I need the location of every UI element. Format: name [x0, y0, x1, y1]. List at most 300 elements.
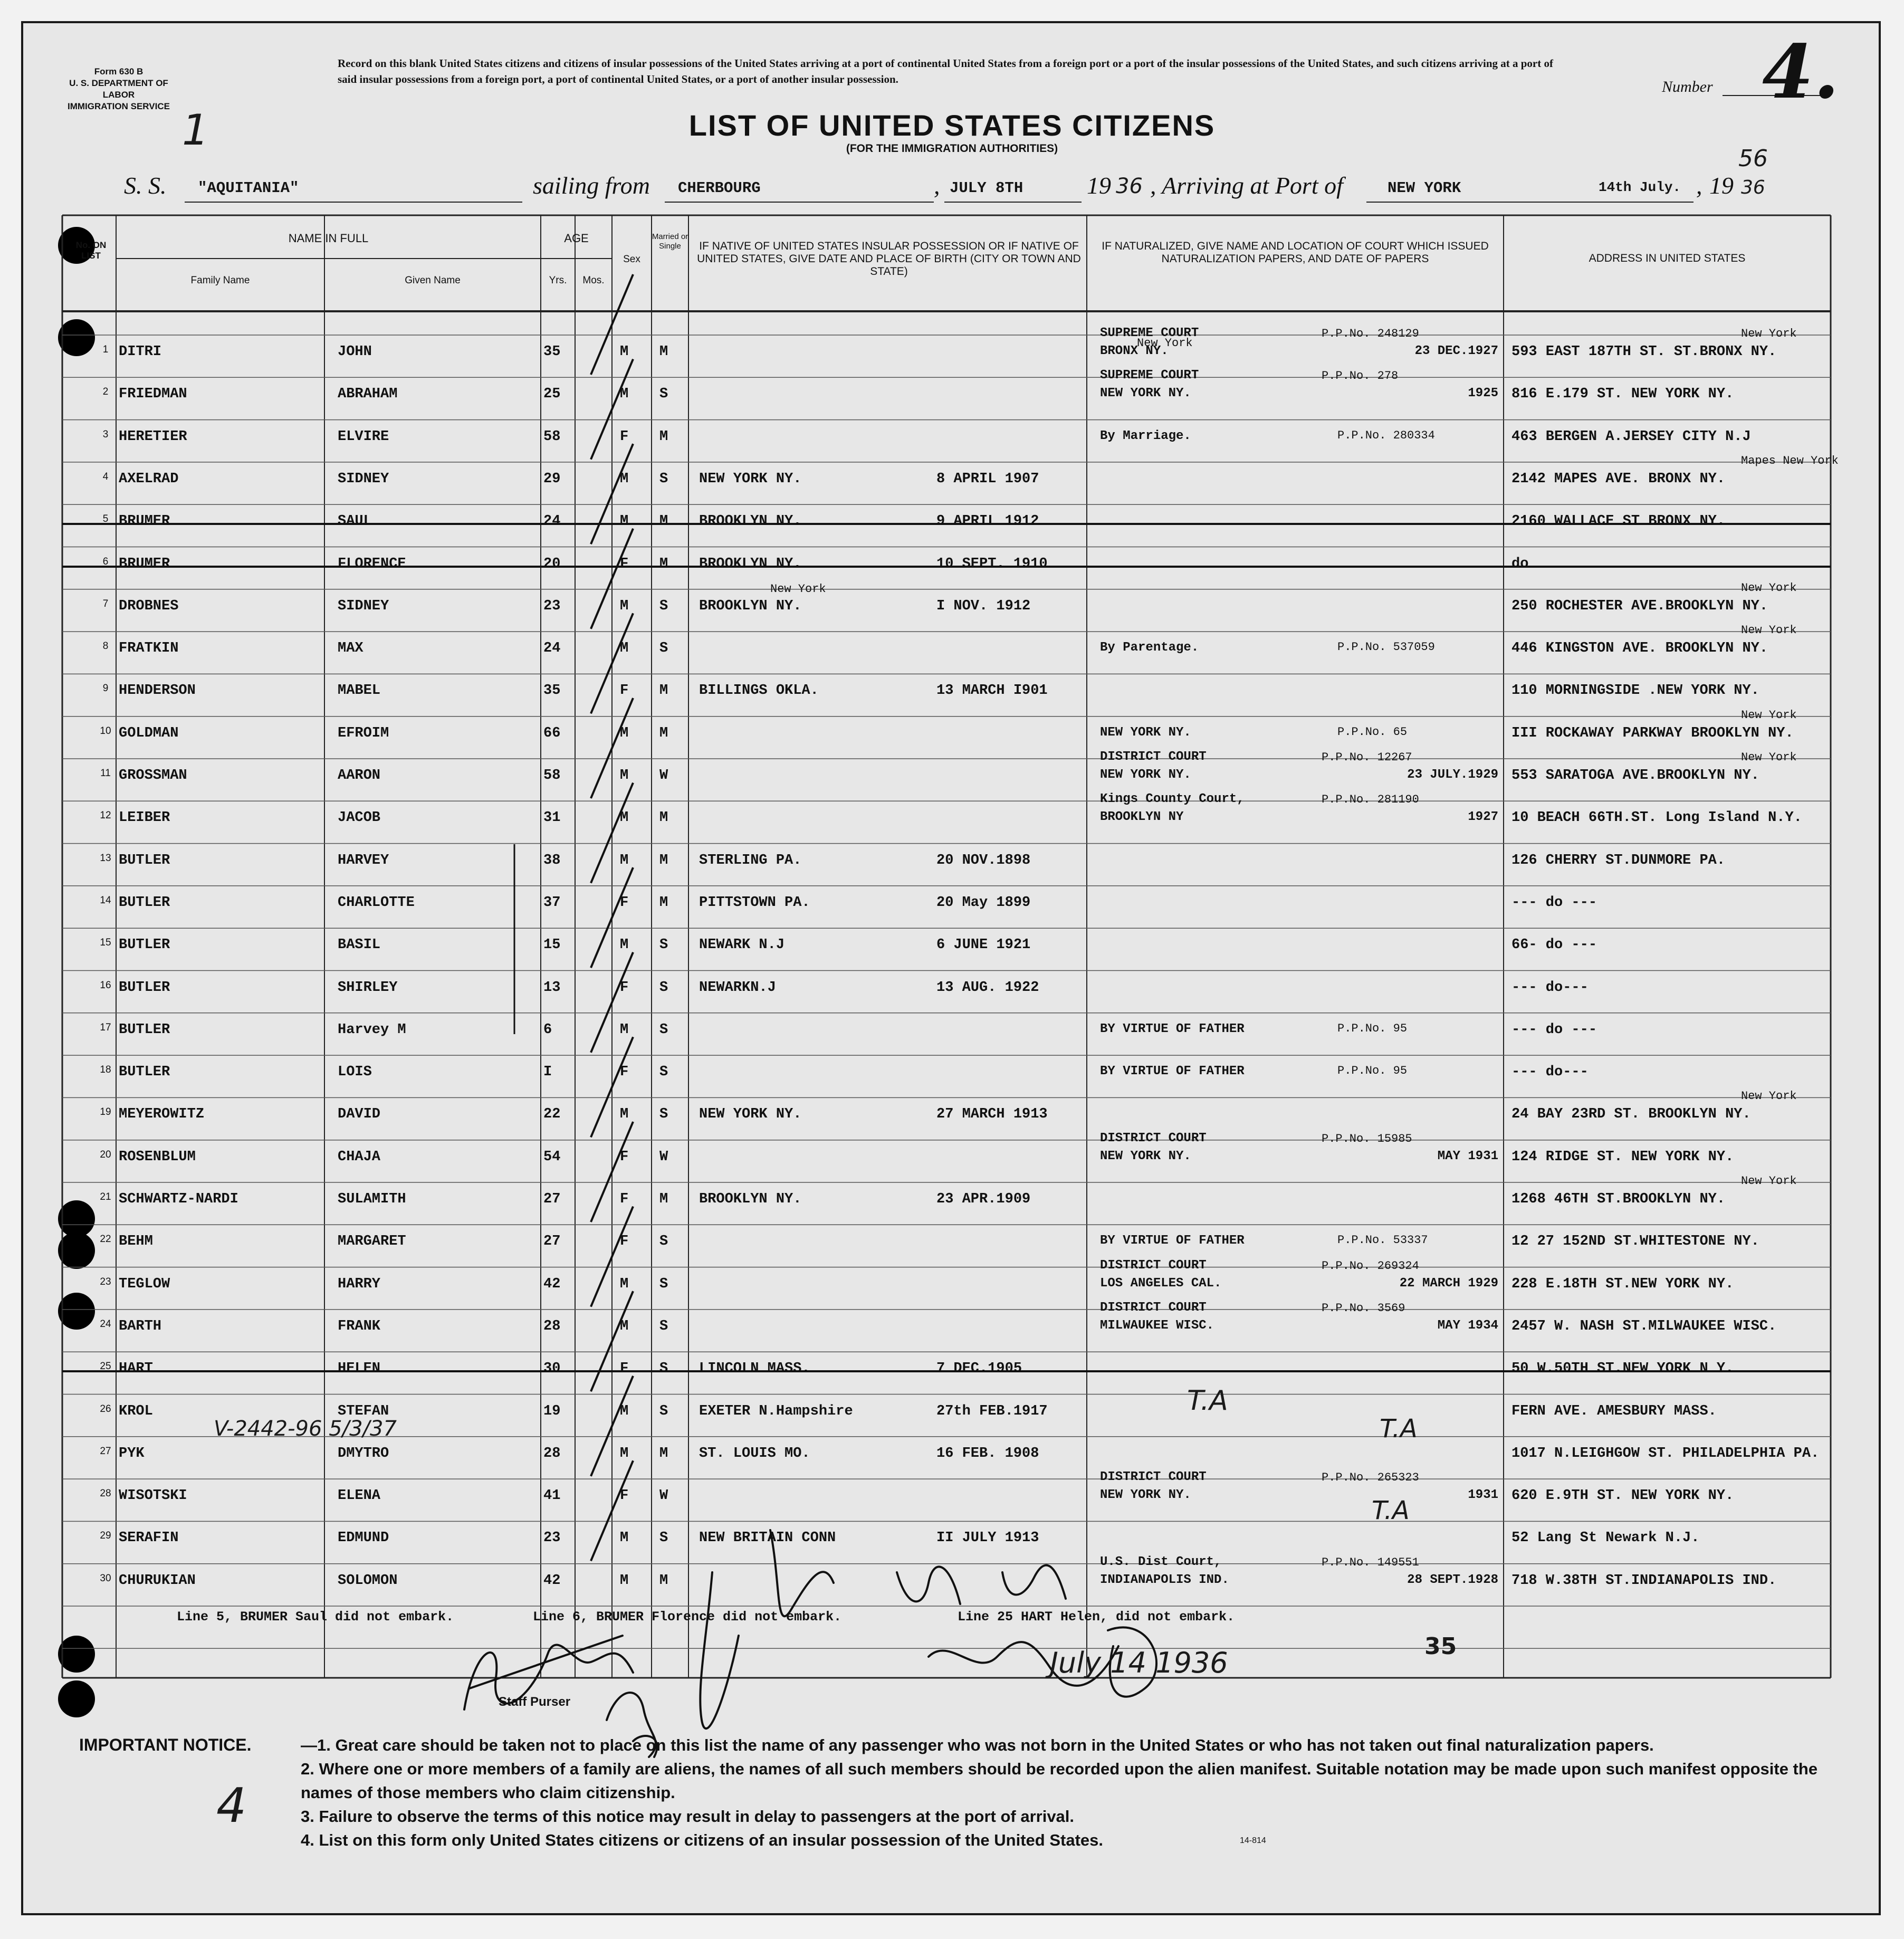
marital-status: S: [659, 1021, 668, 1038]
address-note: New York: [1741, 1174, 1797, 1188]
age-years: 58: [543, 768, 561, 784]
sex: M: [620, 1530, 629, 1546]
sex: F: [620, 428, 629, 445]
pp-number: P.P.No. 95: [1337, 1064, 1408, 1078]
birth-date: 23 APR.1909: [936, 1191, 1031, 1207]
family-name: BUTLER: [119, 894, 170, 911]
given-name: SOLOMON: [338, 1572, 398, 1589]
court-location: MILWAUKEE WISC.: [1100, 1318, 1214, 1333]
sex: M: [620, 344, 629, 360]
given-name: DMYTRO: [338, 1445, 389, 1462]
pp-number: P.P.No. 95: [1337, 1021, 1408, 1035]
row-number: 18: [100, 1064, 111, 1076]
sex: F: [620, 1064, 629, 1081]
notice-item-3: 3. Failure to observe the terms of this notice may result in delay to passengers at the port of arrival.: [301, 1807, 1075, 1826]
address: 12 27 152ND ST.WHITESTONE NY.: [1511, 1234, 1759, 1250]
marital-status: S: [659, 1318, 668, 1334]
marital-status: M: [659, 894, 668, 911]
naturalization-date: 22 MARCH 1929: [1399, 1276, 1498, 1291]
marital-status: M: [659, 725, 668, 741]
address: 66- do ---: [1511, 937, 1597, 953]
sex: M: [620, 768, 629, 784]
service: IMMIGRATION SERVICE: [68, 101, 170, 111]
year-prefix-to: 19: [1709, 172, 1734, 199]
row-number: 10: [100, 725, 111, 737]
marital-status: M: [659, 1572, 668, 1589]
birth-place: BROOKLYN NY.: [699, 598, 802, 614]
birth-date: 27th FEB.1917: [936, 1403, 1048, 1419]
form-number: Form 630 B: [94, 66, 143, 77]
birth-date: 16 FEB. 1908: [936, 1445, 1039, 1462]
marital-status: M: [659, 852, 668, 868]
year-prefix-from: 19: [1087, 172, 1111, 199]
given-name: HARRY: [338, 1276, 381, 1292]
header-family-name: Family Name: [190, 275, 250, 286]
header-mos: Mos.: [582, 275, 605, 286]
row-number: 1: [102, 344, 109, 355]
naturalization-date: MAY 1931: [1437, 1149, 1498, 1163]
address: --- do---: [1511, 979, 1589, 996]
age-years: 37: [543, 894, 561, 911]
given-name: CHAJA: [338, 1149, 381, 1165]
birth-date: II JULY 1913: [936, 1530, 1039, 1546]
birth-place: EXETER N.Hampshire: [699, 1403, 853, 1419]
sex: M: [620, 598, 629, 614]
department: U. S. DEPARTMENT OF LABOR: [69, 78, 168, 100]
given-name: SAUL: [338, 513, 372, 530]
ship-name: "AQUITANIA": [198, 179, 299, 197]
header-yrs: Yrs.: [549, 275, 567, 286]
family-name: BUTLER: [119, 852, 170, 868]
marital-status: S: [659, 979, 668, 996]
sex: F: [620, 1149, 629, 1165]
age-years: 42: [543, 1276, 561, 1292]
marital-status: M: [659, 1191, 668, 1207]
address: 250 ROCHESTER AVE.BROOKLYN NY.: [1511, 598, 1768, 614]
court-location: LOS ANGELES CAL.: [1100, 1276, 1222, 1291]
header-birth: IF NATIVE OF UNITED STATES INSULAR POSSESSION OR IF NATIVE OF UNITED STATES, GIVE DATE AND PLACE OF BIRTH (CITY OR TOWN AND STATE): [697, 240, 1081, 278]
sex: F: [620, 556, 629, 572]
age-years: 27: [543, 1191, 561, 1207]
arriving-label: , Arriving at Port of: [1150, 172, 1343, 199]
age-years: 58: [543, 428, 561, 445]
sex: F: [620, 1488, 629, 1504]
family-name: BUTLER: [119, 1021, 170, 1038]
age-years: 25: [543, 386, 561, 403]
family-name: DROBNES: [119, 598, 179, 614]
marital-status: S: [659, 1106, 668, 1123]
age-years: 29: [543, 471, 561, 487]
address: 124 RIDGE ST. NEW YORK NY.: [1511, 1149, 1734, 1165]
row-number: 13: [100, 852, 111, 864]
address: 50 W.50TH ST.NEW YORK N Y.: [1511, 1361, 1734, 1377]
address: --- do ---: [1511, 1021, 1597, 1038]
sex: M: [620, 1276, 629, 1292]
row-number: 23: [100, 1276, 111, 1287]
given-name: JACOB: [338, 810, 381, 826]
given-name: HARVEY: [338, 852, 389, 868]
given-name: FRANK: [338, 1318, 381, 1334]
address-note: New York: [1741, 751, 1797, 764]
sex: M: [620, 1106, 629, 1123]
sex: M: [620, 641, 629, 657]
number-label: Number: [1662, 78, 1713, 95]
marital-status: S: [659, 1276, 668, 1292]
given-name: AARON: [338, 768, 381, 784]
row-number: 14: [100, 894, 111, 906]
birth-date: 27 MARCH 1913: [936, 1106, 1048, 1123]
marital-status: S: [659, 1234, 668, 1250]
age-years: 13: [543, 979, 561, 996]
marital-status: M: [659, 810, 668, 826]
row-number: 2: [102, 386, 109, 398]
row-number: 4: [102, 471, 109, 482]
pp-number: P.P.No. 15985: [1322, 1132, 1412, 1145]
pp-number: P.P.No. 149551: [1322, 1555, 1419, 1569]
family-name: BARTH: [119, 1318, 162, 1334]
marital-status: W: [659, 1488, 668, 1504]
row-number: 3: [102, 428, 109, 440]
given-name: SHIRLEY: [338, 979, 398, 996]
sex: F: [620, 894, 629, 911]
address: --- do ---: [1511, 894, 1597, 911]
row-number: 5: [102, 513, 109, 525]
given-name: SULAMITH: [338, 1191, 406, 1207]
court-name: U.S. Dist Court,: [1100, 1554, 1222, 1569]
row-number: 9: [102, 683, 109, 694]
birth-place: STERLING PA.: [699, 852, 802, 868]
family-name: TEGLOW: [119, 1276, 170, 1292]
family-name: FRATKIN: [119, 641, 179, 657]
port-from: CHERBOURG: [678, 179, 761, 197]
birth-date: 13 MARCH I901: [936, 683, 1048, 699]
port-to: NEW YORK: [1388, 179, 1461, 197]
address: do: [1511, 556, 1529, 572]
row-number: 16: [100, 979, 111, 991]
family-name: HERETIER: [119, 428, 187, 445]
notice-item-2: 2. Where one or more members of a family are aliens, the names of all such members should be recorded upon the alien manifest. Suitable notation may be made upon such manifest opposite the names of those members who claim citizenship.: [301, 1760, 1818, 1802]
marital-status: S: [659, 471, 668, 487]
row-number: 17: [100, 1021, 111, 1033]
notice-item-4: 4. List on this form only United States citizens or citizens of an insular possession of the United States.: [301, 1831, 1103, 1849]
row-number: 7: [102, 598, 109, 609]
family-name: SERAFIN: [119, 1530, 179, 1546]
marital-status: S: [659, 598, 668, 614]
header-married-single: Married or Single: [652, 232, 688, 251]
given-name: FLORENCE: [338, 556, 406, 572]
family-name: AXELRAD: [119, 471, 179, 487]
age-years: 30: [543, 1361, 561, 1377]
court-name: DISTRICT COURT: [1100, 1300, 1207, 1315]
annotation-ta-row26: T.A: [1187, 1385, 1228, 1417]
court-note: New York: [1137, 337, 1193, 350]
age-years: 66: [543, 725, 561, 741]
naturalization-date: 23 JULY.1929: [1407, 768, 1498, 782]
age-years: 42: [543, 1572, 561, 1589]
pp-number: P.P.No. 280334: [1337, 428, 1435, 442]
address: 718 W.38TH ST.INDIANAPOLIS IND.: [1511, 1572, 1777, 1589]
court-name: SUPREME COURT: [1100, 326, 1199, 340]
age-years: 28: [543, 1318, 561, 1334]
row-number: 29: [100, 1530, 111, 1542]
header-sex: Sex: [623, 254, 640, 265]
family-name: BRUMER: [119, 513, 170, 530]
birth-place: PITTSTOWN PA.: [699, 894, 810, 911]
row-number: 24: [100, 1318, 111, 1330]
birth-date: 6 JUNE 1921: [936, 937, 1031, 953]
court-location: NEW YORK NY.: [1100, 1149, 1191, 1163]
family-name: BUTLER: [119, 979, 170, 996]
row-number: 21: [100, 1191, 111, 1202]
birth-date: 20 NOV.1898: [936, 852, 1031, 868]
court-location: By Marriage.: [1100, 428, 1191, 443]
pp-number: P.P.No. 278: [1322, 369, 1399, 383]
given-name: MAX: [338, 641, 363, 657]
naturalization-date: 1931: [1468, 1488, 1498, 1503]
sex: M: [620, 810, 629, 826]
pp-number: P.P.No. 3569: [1322, 1301, 1405, 1315]
given-name: EFROIM: [338, 725, 389, 741]
age-years: 24: [543, 641, 561, 657]
row-number: 28: [100, 1488, 111, 1499]
marital-status: M: [659, 513, 668, 530]
date-to: 14th July.: [1599, 179, 1681, 195]
given-name: LOIS: [338, 1064, 372, 1081]
court-location: BROOKLYN NY: [1100, 810, 1184, 825]
birth-date: 13 AUG. 1922: [936, 979, 1039, 996]
birth-place: BROOKLYN NY.: [699, 1191, 802, 1207]
marital-status: W: [659, 768, 668, 784]
birth-place: BILLINGS OKLA.: [699, 683, 819, 699]
given-name: EDMUND: [338, 1530, 389, 1546]
address-note: Mapes New York: [1741, 454, 1839, 467]
address: 2142 MAPES AVE. BRONX NY.: [1511, 471, 1726, 487]
page-mark: 56: [1738, 145, 1768, 172]
age-years: 28: [543, 1445, 561, 1462]
address: III ROCKAWAY PARKWAY BROOKLYN NY.: [1511, 725, 1794, 741]
birth-date: 9 APRIL 1912: [936, 513, 1039, 530]
row-number: 11: [100, 768, 111, 779]
address-note: New York: [1741, 327, 1797, 340]
marital-status: M: [659, 1445, 668, 1462]
given-name: ABRAHAM: [338, 386, 398, 403]
age-years: 20: [543, 556, 561, 572]
birth-place: NEWARK N.J: [699, 937, 785, 953]
staff-purser-label: Staff Purser: [499, 1695, 571, 1709]
page-subtitle: (FOR THE IMMIGRATION AUTHORITIES): [846, 142, 1058, 155]
age-years: 41: [543, 1488, 561, 1504]
pp-number: P.P.No. 53337: [1337, 1234, 1428, 1247]
court-location: By Parentage.: [1100, 641, 1199, 655]
header-age: AGE: [564, 232, 589, 245]
row-number: 15: [100, 937, 111, 949]
corner-mark: 1: [182, 106, 209, 155]
row-number: 22: [100, 1234, 111, 1245]
row-number: 30: [100, 1572, 111, 1584]
header-name-in-full: NAME IN FULL: [288, 232, 369, 245]
age-years: 35: [543, 683, 561, 699]
given-name: STEFAN: [338, 1403, 389, 1419]
marital-status: S: [659, 641, 668, 657]
court-name: SUPREME COURT: [1100, 368, 1199, 383]
pp-number: P.P.No. 281190: [1322, 793, 1419, 807]
birth-place: BROOKLYN NY.: [699, 556, 802, 572]
address: 110 MORNINGSIDE .NEW YORK NY.: [1511, 683, 1759, 699]
given-name: DAVID: [338, 1106, 381, 1123]
birth-place: BROOKLYN NY.: [699, 513, 802, 530]
marital-status: S: [659, 1530, 668, 1546]
address: FERN AVE. AMESBURY MASS.: [1511, 1403, 1717, 1419]
row-number: 19: [100, 1106, 111, 1118]
ss-label: S. S.: [124, 172, 167, 199]
address: 463 BERGEN A.JERSEY CITY N.J: [1511, 428, 1751, 445]
row-number: 26: [100, 1403, 111, 1415]
family-name: CHURUKIAN: [119, 1572, 196, 1589]
marital-status: M: [659, 344, 668, 360]
address: 816 E.179 ST. NEW YORK NY.: [1511, 386, 1734, 403]
year-to: 36: [1741, 177, 1765, 198]
given-name: HELEN: [338, 1361, 381, 1377]
family-name: SCHWARTZ-NARDI: [119, 1191, 238, 1207]
naturalization-date: 23 DEC.1927: [1414, 344, 1498, 358]
given-name: BASIL: [338, 937, 381, 953]
row-number: 27: [100, 1445, 111, 1457]
list-number: 4.: [1762, 29, 1840, 116]
age-years: 22: [543, 1106, 561, 1123]
family-name: BRUMER: [119, 556, 170, 572]
sex: F: [620, 1234, 629, 1250]
sex: F: [620, 979, 629, 996]
court-location: BY VIRTUE OF FATHER: [1100, 1064, 1245, 1079]
court-name: DISTRICT COURT: [1100, 1470, 1207, 1485]
sex: F: [620, 1191, 629, 1207]
age-years: 31: [543, 810, 561, 826]
year-from: 36: [1116, 174, 1143, 198]
address: --- do---: [1511, 1064, 1589, 1081]
court-location: NEW YORK NY.: [1100, 386, 1191, 401]
row-number: 12: [100, 810, 111, 822]
sex: M: [620, 471, 629, 487]
address-note: New York: [1741, 624, 1797, 637]
court-location: NEW YORK NY.: [1100, 725, 1191, 740]
family-name: PYK: [119, 1445, 145, 1462]
birth-date: I NOV. 1912: [936, 598, 1031, 614]
birth-note: New York: [770, 582, 826, 596]
family-name: FRIEDMAN: [119, 386, 187, 403]
pp-number: P.P.No. 537059: [1337, 641, 1435, 654]
age-years: 23: [543, 1530, 561, 1546]
address: 620 E.9TH ST. NEW YORK NY.: [1511, 1488, 1734, 1504]
age-years: 15: [543, 937, 561, 953]
row-number: 25: [100, 1361, 111, 1372]
family-name: MEYEROWITZ: [119, 1106, 205, 1123]
given-name: SIDNEY: [338, 471, 389, 487]
header-given-name: Given Name: [405, 275, 461, 286]
footer-note-line25: Line 25 HART Helen, did not embark.: [958, 1609, 1235, 1625]
address: 126 CHERRY ST.DUNMORE PA.: [1511, 852, 1726, 868]
sex: M: [620, 725, 629, 741]
sex: F: [620, 683, 629, 699]
pp-number: P.P.No. 248129: [1322, 327, 1419, 340]
age-years: 24: [543, 513, 561, 530]
address: 1268 46TH ST.BROOKLYN NY.: [1511, 1191, 1726, 1207]
family-name: BUTLER: [119, 1064, 170, 1081]
row-number: 8: [102, 641, 109, 652]
age-years: I: [543, 1064, 552, 1081]
family-name: WISOTSKI: [119, 1488, 187, 1504]
given-name: MARGARET: [338, 1234, 406, 1250]
marital-status: S: [659, 386, 668, 403]
court-location: INDIANAPOLIS IND.: [1100, 1572, 1229, 1587]
birth-date: 8 APRIL 1907: [936, 471, 1039, 487]
page-title: LIST OF UNITED STATES CITIZENS: [688, 109, 1216, 142]
print-code: 14-814: [1240, 1836, 1266, 1845]
notice-lead: IMPORTANT NOTICE.: [79, 1735, 252, 1754]
marital-status: S: [659, 1361, 668, 1377]
address-note: New York: [1741, 581, 1797, 595]
annotation-ta-row27: T.A: [1380, 1414, 1418, 1444]
header-no: No. ON LIST: [75, 240, 107, 261]
pp-number: P.P.No. 265323: [1322, 1471, 1419, 1485]
sex: M: [620, 1318, 629, 1334]
header-naturalized: IF NATURALIZED, GIVE NAME AND LOCATION OF COURT WHICH ISSUED NATURALIZATION PAPERS, AND DATE OF PAPERS: [1102, 240, 1489, 265]
family-name: ROSENBLUM: [119, 1149, 196, 1165]
court-name: DISTRICT COURT: [1100, 1258, 1207, 1273]
court-location: BY VIRTUE OF FATHER: [1100, 1021, 1245, 1036]
birth-date: 20 May 1899: [936, 894, 1031, 911]
marital-status: M: [659, 428, 668, 445]
given-name: CHARLOTTE: [338, 894, 415, 911]
age-years: 27: [543, 1234, 561, 1250]
annotation-ta-row29: T.A: [1372, 1496, 1410, 1525]
address-note: New York: [1741, 708, 1797, 722]
annotation-row27-side: V-2442-96 5/3/37: [214, 1417, 397, 1441]
court-name: Kings County Court,: [1100, 792, 1245, 807]
family-name: DITRI: [119, 344, 162, 360]
age-years: 35: [543, 344, 561, 360]
given-name: ELVIRE: [338, 428, 389, 445]
address: 553 SARATOGA AVE.BROOKLYN NY.: [1511, 768, 1759, 784]
given-name: JOHN: [338, 344, 372, 360]
marital-status: S: [659, 1064, 668, 1081]
birth-place: LINCOLN MASS.: [699, 1361, 810, 1377]
birth-place: NEW BRITAIN CONN: [699, 1530, 836, 1546]
notice-item-1: —1. Great care should be taken not to place on this list the name of any passenger who was not born in the United States or who has not taken out final naturalization papers.: [301, 1736, 1654, 1754]
footer-note-line6: Line 6, BRUMER Florence did not embark.: [533, 1609, 842, 1625]
naturalization-date: 1927: [1468, 810, 1498, 825]
sex: M: [620, 1572, 629, 1589]
family-name: GROSSMAN: [119, 768, 187, 784]
family-name: KROL: [119, 1403, 153, 1419]
address-note: New York: [1741, 1090, 1797, 1103]
address: 52 Lang St Newark N.J.: [1511, 1530, 1700, 1546]
family-name: BEHM: [119, 1234, 153, 1250]
birth-place: NEW YORK NY.: [699, 471, 802, 487]
given-name: MABEL: [338, 683, 381, 699]
sex: M: [620, 852, 629, 868]
sex: M: [620, 1021, 629, 1038]
given-name: ELENA: [338, 1488, 381, 1504]
marital-status: S: [659, 1403, 668, 1419]
sex: M: [620, 937, 629, 953]
naturalization-date: 28 SEPT.1928: [1407, 1572, 1498, 1587]
sex: M: [620, 1403, 629, 1419]
sex: M: [620, 513, 629, 530]
address: 228 E.18TH ST.NEW YORK NY.: [1511, 1276, 1734, 1292]
count-mark: 35: [1424, 1633, 1457, 1660]
footer-note-line5: Line 5, BRUMER Saul did not embark.: [177, 1609, 454, 1625]
signature-date: July 14 1936: [1050, 1646, 1228, 1679]
